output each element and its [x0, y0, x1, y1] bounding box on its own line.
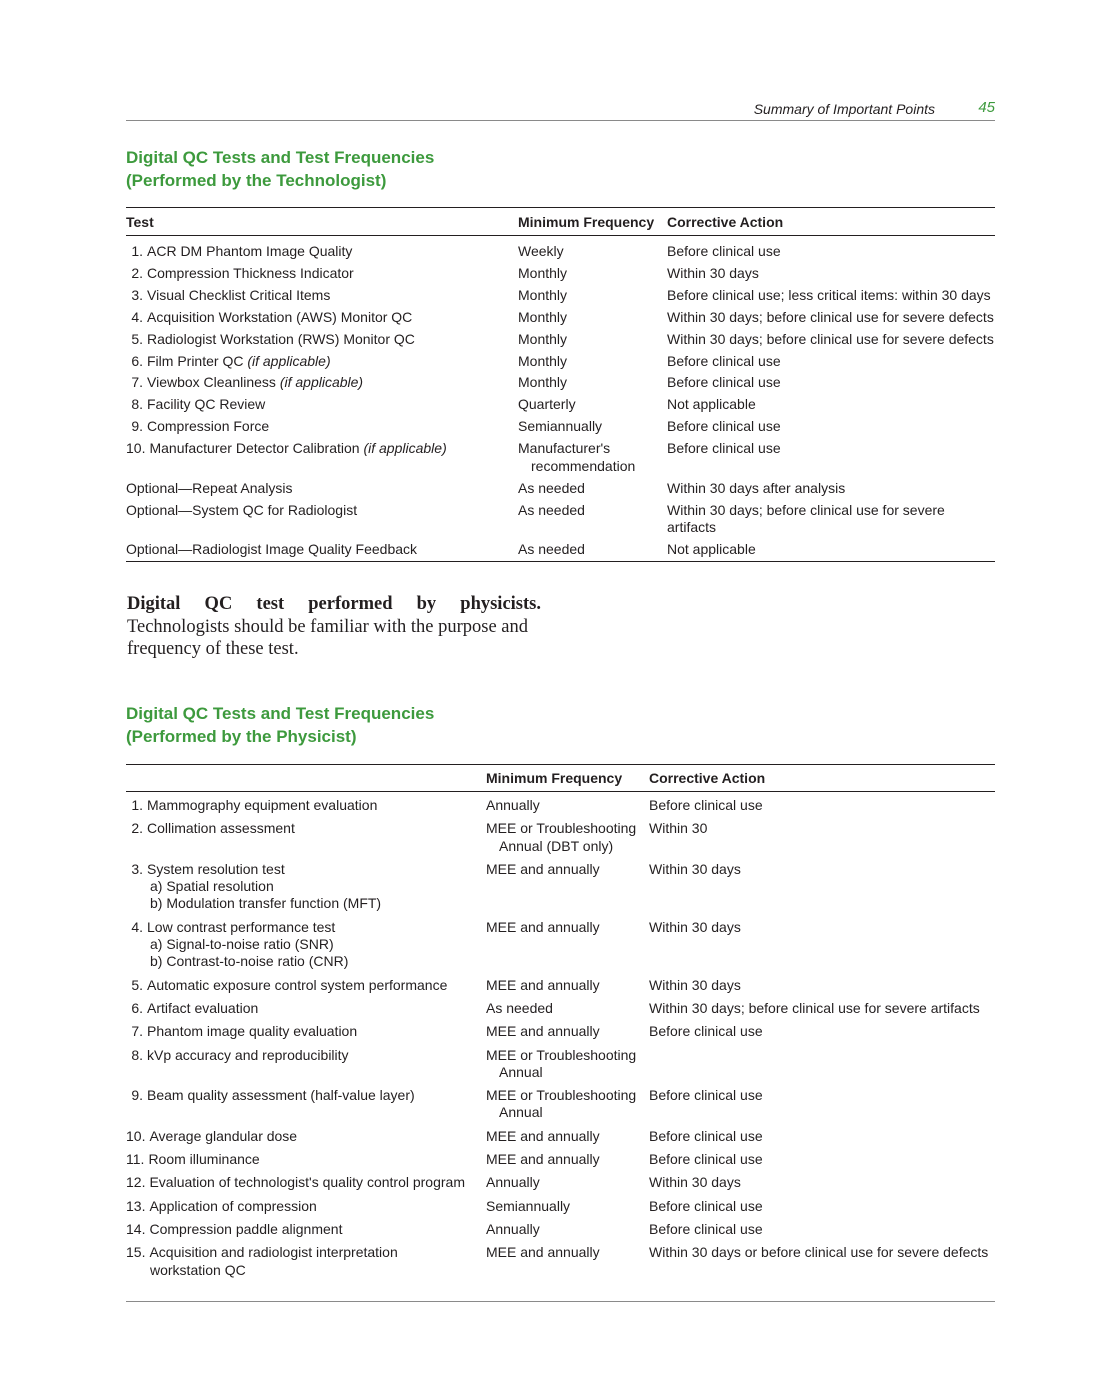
test-cell	[126, 971, 486, 994]
frequency-value: As needed	[518, 501, 585, 518]
row-number: 13.	[126, 1197, 146, 1214]
row-number: 7.	[131, 1023, 143, 1040]
test-name: Artifact evaluation	[147, 999, 259, 1016]
action-cell	[667, 414, 995, 436]
row-number: 7.	[131, 374, 143, 391]
table-header-row	[126, 765, 995, 792]
action-cell	[667, 370, 995, 392]
row-number: 10.	[126, 440, 146, 457]
action-cell	[667, 236, 995, 261]
table-row	[126, 1122, 995, 1145]
action-value: Within 30 days; before clinical use for severe defects	[667, 308, 994, 325]
frequency-value-cont: Annual	[499, 1104, 543, 1121]
test-cell	[126, 236, 518, 261]
test-cell	[126, 370, 518, 392]
frequency-cell	[486, 971, 649, 994]
action-cell	[649, 1145, 995, 1168]
test-cell	[126, 475, 518, 497]
test-name: Optional—Radiologist Image Quality Feedback	[126, 541, 418, 558]
test-cell	[126, 855, 486, 913]
action-cell	[649, 913, 995, 971]
phys-section-title	[126, 702, 626, 748]
action-cell	[667, 304, 995, 326]
frequency-value: Annually	[486, 1220, 540, 1237]
test-name: Low contrast performance test	[147, 918, 336, 935]
action-value: Before clinical use	[667, 243, 781, 259]
frequency-value: MEE and annually	[486, 1151, 600, 1168]
row-number: 6.	[131, 352, 143, 369]
test-cell	[126, 1122, 486, 1145]
row-number: 4.	[131, 918, 143, 935]
phys-title-line2: (Performed by the Physicist)	[126, 727, 357, 746]
table-row	[126, 913, 995, 971]
test-note: (if applicable)	[363, 440, 447, 457]
table-row	[126, 392, 995, 414]
frequency-value: MEE and annually	[486, 860, 600, 877]
test-cell	[126, 414, 518, 436]
test-cell	[126, 436, 518, 475]
page-number: 45	[978, 99, 995, 116]
action-cell	[649, 1168, 995, 1191]
test-name: Average glandular dose	[149, 1127, 298, 1144]
table-row	[126, 236, 995, 261]
table-row	[126, 370, 995, 392]
running-header	[126, 100, 995, 121]
row-number: 6.	[131, 999, 143, 1016]
action-value: Within 30 days after analysis	[667, 479, 846, 496]
frequency-cell	[518, 497, 667, 536]
frequency-cell	[518, 370, 667, 392]
test-name-cont: workstation QC	[150, 1261, 246, 1278]
test-cell	[126, 1081, 486, 1122]
action-cell	[649, 814, 995, 855]
action-cell	[667, 537, 995, 561]
action-value: Before clinical use	[667, 374, 781, 391]
running-title: Summary of Important Points	[753, 101, 935, 117]
test-name: System resolution test	[147, 860, 285, 877]
frequency-cell	[486, 792, 649, 815]
row-number: 2.	[131, 820, 143, 837]
action-cell	[649, 1122, 995, 1145]
action-cell	[667, 392, 995, 414]
test-cell	[126, 1192, 486, 1215]
table-row	[126, 414, 995, 436]
test-cell	[126, 1168, 486, 1191]
frequency-cell	[486, 913, 649, 971]
frequency-cell	[486, 1215, 649, 1238]
action-cell	[649, 792, 995, 815]
optional-row	[126, 475, 995, 497]
row-number: 3.	[131, 286, 143, 303]
table-row	[126, 1017, 995, 1040]
action-cell	[667, 436, 995, 475]
action-cell	[649, 1192, 995, 1215]
frequency-value-cont: recommendation	[531, 457, 636, 474]
table-row	[126, 304, 995, 326]
frequency-cell	[518, 326, 667, 348]
tech-section-title	[126, 146, 626, 192]
row-number: 8.	[131, 396, 143, 413]
action-value: Before clinical use; less critical items: within 30 days	[667, 286, 991, 303]
frequency-value: MEE and annually	[486, 918, 600, 935]
frequency-value: MEE and annually	[486, 976, 600, 993]
table-header-row	[126, 208, 995, 236]
action-cell	[649, 855, 995, 913]
table-row	[126, 1192, 995, 1215]
physicist-intro	[127, 593, 541, 661]
frequency-cell	[486, 1238, 649, 1301]
action-value: Before clinical use	[649, 1220, 763, 1237]
frequency-value: MEE and annually	[486, 1023, 600, 1040]
action-value: Not applicable	[667, 396, 756, 413]
test-name: Acquisition Workstation (AWS) Monitor QC	[147, 308, 413, 325]
col-header-test: Test	[126, 208, 518, 236]
col-header-action: Corrective Action	[649, 765, 995, 792]
test-cell	[126, 792, 486, 815]
frequency-value: Monthly	[518, 374, 568, 391]
test-cell	[126, 537, 518, 561]
frequency-cell	[518, 392, 667, 414]
row-number: 1.	[131, 243, 143, 259]
action-value: Before clinical use	[649, 797, 763, 813]
frequency-value: MEE and annually	[486, 1127, 600, 1144]
frequency-value: Quarterly	[518, 396, 576, 413]
test-note: (if applicable)	[279, 374, 364, 391]
sub-test: a) Spatial resolution	[150, 878, 274, 895]
test-name: Mammography equipment evaluation	[147, 797, 378, 813]
row-number: 3.	[131, 860, 143, 877]
test-name: Application of compression	[149, 1197, 317, 1214]
table-row	[126, 1168, 995, 1191]
test-name: Optional—System QC for Radiologist	[126, 501, 358, 518]
test-name: Beam quality assessment (half-value layer)	[147, 1087, 415, 1104]
frequency-cell	[518, 537, 667, 561]
sub-test: b) Modulation transfer function (MFT)	[150, 895, 382, 912]
action-value: Before clinical use	[649, 1127, 763, 1144]
test-note: (if applicable)	[247, 352, 331, 369]
test-name: Acquisition and radiologist interpretation	[149, 1244, 398, 1261]
action-cell	[649, 1041, 995, 1082]
test-name: Automatic exposure control system performance	[147, 976, 448, 993]
table-row	[126, 994, 995, 1017]
frequency-cell	[486, 1017, 649, 1040]
frequency-value: Semiannually	[486, 1197, 571, 1214]
frequency-value: MEE and annually	[486, 1244, 600, 1261]
frequency-value: Monthly	[518, 330, 568, 347]
frequency-value-cont: Annual (DBT only)	[499, 837, 614, 854]
table-row	[126, 1041, 995, 1082]
table-row	[126, 1081, 995, 1122]
test-name: ACR DM Phantom Image Quality	[147, 243, 353, 259]
test-cell	[126, 913, 486, 971]
test-cell	[126, 1145, 486, 1168]
table-row	[126, 971, 995, 994]
test-name: Viewbox Cleanliness	[147, 374, 276, 391]
frequency-cell	[486, 1145, 649, 1168]
row-number: 10.	[126, 1127, 146, 1144]
action-cell	[649, 994, 995, 1017]
action-value: Within 30 days	[649, 918, 741, 935]
action-value: Within 30	[649, 820, 708, 837]
table-row	[126, 814, 995, 855]
frequency-cell	[518, 436, 667, 475]
frequency-value: MEE or Troubleshooting	[486, 1087, 637, 1104]
frequency-value: Annually	[486, 1174, 540, 1191]
action-value: Within 30 days	[649, 1174, 741, 1191]
table-row	[126, 260, 995, 282]
frequency-value: Semiannually	[518, 418, 603, 435]
action-value: Within 30 days	[667, 264, 759, 281]
table-row	[126, 436, 995, 475]
action-cell	[667, 282, 995, 304]
phys-qc-table	[126, 764, 995, 1302]
tech-title-line2: (Performed by the Technologist)	[126, 171, 387, 190]
action-value: Before clinical use	[667, 440, 781, 457]
sub-test: a) Signal-to-noise ratio (SNR)	[150, 936, 334, 953]
test-name: Radiologist Workstation (RWS) Monitor QC	[147, 330, 415, 347]
test-name: Manufacturer Detector Calibration	[149, 440, 360, 457]
frequency-cell	[518, 414, 667, 436]
frequency-value: As needed	[486, 999, 553, 1016]
test-cell	[126, 282, 518, 304]
frequency-value: As needed	[518, 541, 585, 558]
frequency-cell	[486, 855, 649, 913]
frequency-cell	[486, 1122, 649, 1145]
action-value: Before clinical use	[667, 352, 781, 369]
test-cell	[126, 304, 518, 326]
frequency-value: Monthly	[518, 286, 568, 303]
frequency-cell	[486, 1041, 649, 1082]
row-number: 14.	[126, 1220, 146, 1237]
test-cell	[126, 1238, 486, 1301]
phys-title-line1: Digital QC Tests and Test Frequencies	[126, 704, 435, 723]
test-name: Evaluation of technologist's quality control program	[149, 1174, 465, 1191]
row-number: 11.	[126, 1151, 145, 1168]
test-name: Compression Force	[147, 418, 270, 435]
row-number: 9.	[131, 418, 143, 435]
frequency-value: MEE or Troubleshooting	[486, 1046, 637, 1063]
frequency-value: Monthly	[518, 352, 568, 369]
intro-body: Technologists should be familiar with the purpose and frequency of these test.	[127, 616, 529, 659]
action-value: Within 30 days	[649, 976, 741, 993]
tech-qc-table	[126, 207, 995, 562]
frequency-value: Monthly	[518, 264, 568, 281]
tech-title-line1: Digital QC Tests and Test Frequencies	[126, 148, 435, 167]
test-name: Room illuminance	[148, 1151, 260, 1168]
action-value: Before clinical use	[649, 1197, 763, 1214]
action-cell	[649, 1238, 995, 1301]
frequency-cell	[518, 475, 667, 497]
frequency-cell	[486, 1192, 649, 1215]
frequency-cell	[518, 304, 667, 326]
test-name: Compression Thickness Indicator	[147, 264, 354, 281]
col-header-frequency: Minimum Frequency	[518, 208, 667, 236]
test-name: Phantom image quality evaluation	[147, 1023, 358, 1040]
action-value: Within 30 days or before clinical use for severe defects	[649, 1244, 989, 1261]
row-number: 8.	[131, 1046, 143, 1063]
action-value: Before clinical use	[649, 1151, 763, 1168]
test-cell	[126, 814, 486, 855]
frequency-value: MEE or Troubleshooting	[486, 820, 637, 837]
row-number: 15.	[126, 1244, 146, 1261]
action-cell	[667, 326, 995, 348]
test-cell	[126, 497, 518, 536]
test-cell	[126, 994, 486, 1017]
action-value: Within 30 days; before clinical use for severe artifacts	[649, 999, 980, 1016]
row-number: 12.	[126, 1174, 146, 1191]
col-header-test	[126, 765, 486, 792]
frequency-value: Weekly	[518, 243, 564, 259]
action-value: Within 30 days	[649, 860, 741, 877]
frequency-cell	[518, 236, 667, 261]
frequency-value-cont: Annual	[499, 1063, 543, 1080]
optional-row	[126, 537, 995, 561]
action-cell	[649, 1081, 995, 1122]
action-cell	[667, 348, 995, 370]
table-row	[126, 1215, 995, 1238]
table-row	[126, 282, 995, 304]
test-cell	[126, 1041, 486, 1082]
row-number: 9.	[131, 1087, 143, 1104]
test-cell	[126, 260, 518, 282]
test-cell	[126, 1215, 486, 1238]
optional-row	[126, 497, 995, 536]
row-number: 4.	[131, 308, 143, 325]
test-cell	[126, 1017, 486, 1040]
table-row	[126, 326, 995, 348]
table-row	[126, 1145, 995, 1168]
action-value: Not applicable	[667, 541, 756, 558]
frequency-cell	[486, 1168, 649, 1191]
action-value: Within 30 days; before clinical use for severe artifacts	[667, 501, 945, 536]
frequency-cell	[518, 348, 667, 370]
col-header-frequency: Minimum Frequency	[486, 765, 649, 792]
test-cell	[126, 348, 518, 370]
frequency-value: Manufacturer's	[518, 440, 611, 457]
row-number: 5.	[131, 330, 143, 347]
sub-test: b) Contrast-to-noise ratio (CNR)	[150, 953, 349, 970]
action-cell	[667, 260, 995, 282]
action-value: Before clinical use	[649, 1023, 763, 1040]
frequency-cell	[486, 814, 649, 855]
frequency-cell	[486, 994, 649, 1017]
test-name: Compression paddle alignment	[149, 1220, 343, 1237]
col-header-action: Corrective Action	[667, 208, 995, 236]
row-number: 1.	[131, 797, 143, 813]
row-number: 2.	[131, 264, 143, 281]
table-row	[126, 855, 995, 913]
frequency-cell	[486, 1081, 649, 1122]
action-cell	[649, 971, 995, 994]
table-row	[126, 792, 995, 815]
table-row	[126, 1238, 995, 1301]
action-value: Before clinical use	[649, 1087, 763, 1104]
table-row	[126, 348, 995, 370]
test-cell	[126, 392, 518, 414]
action-cell	[667, 497, 995, 536]
test-cell	[126, 326, 518, 348]
action-cell	[649, 1215, 995, 1238]
frequency-cell	[518, 282, 667, 304]
action-cell	[667, 475, 995, 497]
frequency-value: Annually	[486, 797, 540, 813]
row-number: 5.	[131, 976, 143, 993]
test-name: Facility QC Review	[147, 396, 266, 413]
frequency-value: As needed	[518, 479, 585, 496]
frequency-cell	[518, 260, 667, 282]
test-name: kVp accuracy and reproducibility	[147, 1046, 349, 1063]
test-name: Visual Checklist Critical Items	[147, 286, 331, 303]
frequency-value: Monthly	[518, 308, 568, 325]
test-name: Film Printer QC	[147, 352, 244, 369]
action-cell	[649, 1017, 995, 1040]
action-value: Within 30 days; before clinical use for severe defects	[667, 330, 994, 347]
intro-lead: Digital QC test performed by physicists.	[127, 594, 541, 614]
test-name: Collimation assessment	[147, 820, 295, 837]
test-name: Optional—Repeat Analysis	[126, 479, 293, 496]
action-value: Before clinical use	[667, 418, 781, 435]
